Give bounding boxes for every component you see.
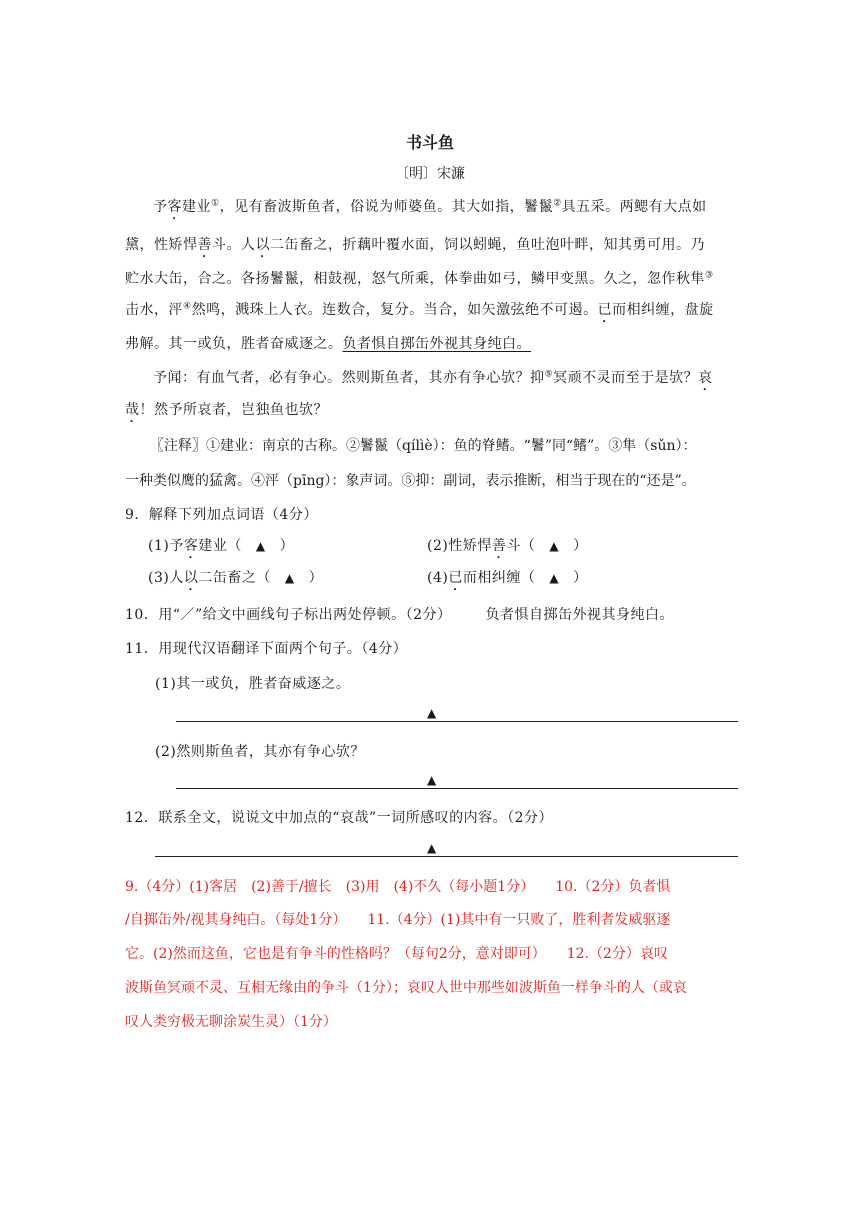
q9-item: (1)予客建业（ ▲ ） xyxy=(148,538,295,554)
answer-key-line: 它。(2)然而这鱼，它也是有争斗的性格吗？（每句2分，意对即可） 12.（2分）哀叹 xyxy=(125,946,668,962)
dotted-word: 哉 xyxy=(125,402,140,418)
footnote-marker: ⑤ xyxy=(544,369,554,380)
answer-line[interactable] xyxy=(155,856,738,857)
answer-blank-marker: ▲ xyxy=(255,539,266,553)
q9-item: (4)已而相纠缠（ ▲ ） xyxy=(427,570,588,586)
answer-blank-marker: ▲ xyxy=(549,571,560,585)
dotted-word: 以 xyxy=(255,237,270,253)
footnote-marker: ② xyxy=(553,198,562,209)
underlined-sentence: 负者惧自掷缶外视其身纯白。 xyxy=(342,336,531,352)
footnote-marker: ④ xyxy=(183,301,192,312)
footnote-marker: ③ xyxy=(705,270,714,281)
question-12: 12．联系全文，说说文中加点的“哀哉”一词所感叹的内容。（2分） xyxy=(125,810,554,826)
question-10: 10．用“／”给文中画线句子标出两处停顿。（2分） 负者惧自掷缶外视其身纯白。 xyxy=(125,607,675,623)
q9-item: (3)人以二缶畜之（ ▲ ） xyxy=(148,570,324,586)
notes-line: 〖注释〗①建业：南京的古称。②鬐鬣（qílìè）：鱼的脊鳍。“鬐”同“鳍”。③隼（sǔn）： xyxy=(150,438,697,454)
answer-blank-marker: ▲ xyxy=(427,773,437,787)
q11-sentence-1: (1)其一或负，胜者奋威逐之。 xyxy=(155,676,351,692)
q9-item: (2)性矫悍善斗（ ▲ ） xyxy=(427,538,588,554)
passage-line: 哉！然予所哀者，岂独鱼也欤？ xyxy=(125,402,328,418)
dotted-word: 以 xyxy=(183,570,199,586)
answer-line[interactable] xyxy=(176,788,738,789)
answer-key-line: /自掷缶外/视其身纯白。（每处1分） 11.（4分）(1)其中有一只败了，胜利者发威驱逐 xyxy=(125,912,671,928)
dotted-word: 善 xyxy=(197,237,212,253)
passage-line: 黛，性矫悍善斗。人以二缶畜之，折藕叶覆水面，饲以蚓蝇，鱼吐泡叶畔，知其勇可用。乃 xyxy=(125,237,705,253)
notes-line: 一种类似鹰的猛禽。④泙（pīng）：象声词。⑤抑：副词，表示推断，相当于现在的“还是”。 xyxy=(125,473,696,489)
answer-key-line: 波斯鱼冥顽不灵、互相无缘由的争斗（1分）；哀叹人世中那些如波斯鱼一样争斗的人（或哀 xyxy=(125,980,687,996)
page-title: 书斗鱼 xyxy=(405,133,454,152)
answer-blank-marker: ▲ xyxy=(427,706,437,720)
passage-line: 弗解。其一或负，胜者奋威逐之。负者惧自掷缶外视其身纯白。 xyxy=(125,336,531,352)
dotted-word: 哀 xyxy=(698,370,713,386)
answer-key-line: 9.（4分）(1)客居 (2)善于/擅长 (3)用 (4)不久（每小题1分） 10.（2分）负者惧 xyxy=(125,879,671,895)
answer-blank-marker: ▲ xyxy=(284,571,295,585)
question-9: 9．解释下列加点词语（4分） xyxy=(125,507,318,523)
dotted-word: 客 xyxy=(167,199,182,215)
answer-line[interactable] xyxy=(176,721,738,722)
author-line: 〔明〕宋濂 xyxy=(395,166,465,182)
passage-line: 贮水大缶，合之。各扬鬐鬣，相鼓视，怒气所乘，体拳曲如弓，鳞甲变黑。久之，忽作秋隼③ xyxy=(125,270,714,287)
dotted-word: 已 xyxy=(597,302,613,318)
passage-line: 击水，泙④然鸣，溅珠上人衣。连数合，复分。当合，如矢激弦绝不可遏。已而相纠缠，盘旋 xyxy=(125,301,714,318)
question-11: 11．用现代汉语翻译下面两个句子。（4分） xyxy=(125,641,408,657)
answer-key-line: 叹人类穷极无聊涂炭生灵）（1分） xyxy=(125,1014,337,1030)
answer-blank-marker: ▲ xyxy=(549,539,560,553)
dotted-word: 客 xyxy=(183,538,199,554)
passage-line: 予客建业①，见有畜波斯鱼者，俗说为师婆鱼。其大如指，鬐鬣②具五采。两鳃有大点如 xyxy=(153,198,707,215)
passage-line: 予闻：有血气者，必有争心。然则斯鱼者，其亦有争心欤？抑⑤冥顽不灵而至于是欤？哀 xyxy=(153,369,713,386)
footnote-marker: ① xyxy=(211,198,220,209)
dotted-word: 已 xyxy=(448,570,463,586)
dotted-word: 善 xyxy=(491,538,507,554)
q11-sentence-2: (2)然则斯鱼者，其亦有争心欤？ xyxy=(155,744,365,760)
answer-blank-marker: ▲ xyxy=(427,841,437,855)
